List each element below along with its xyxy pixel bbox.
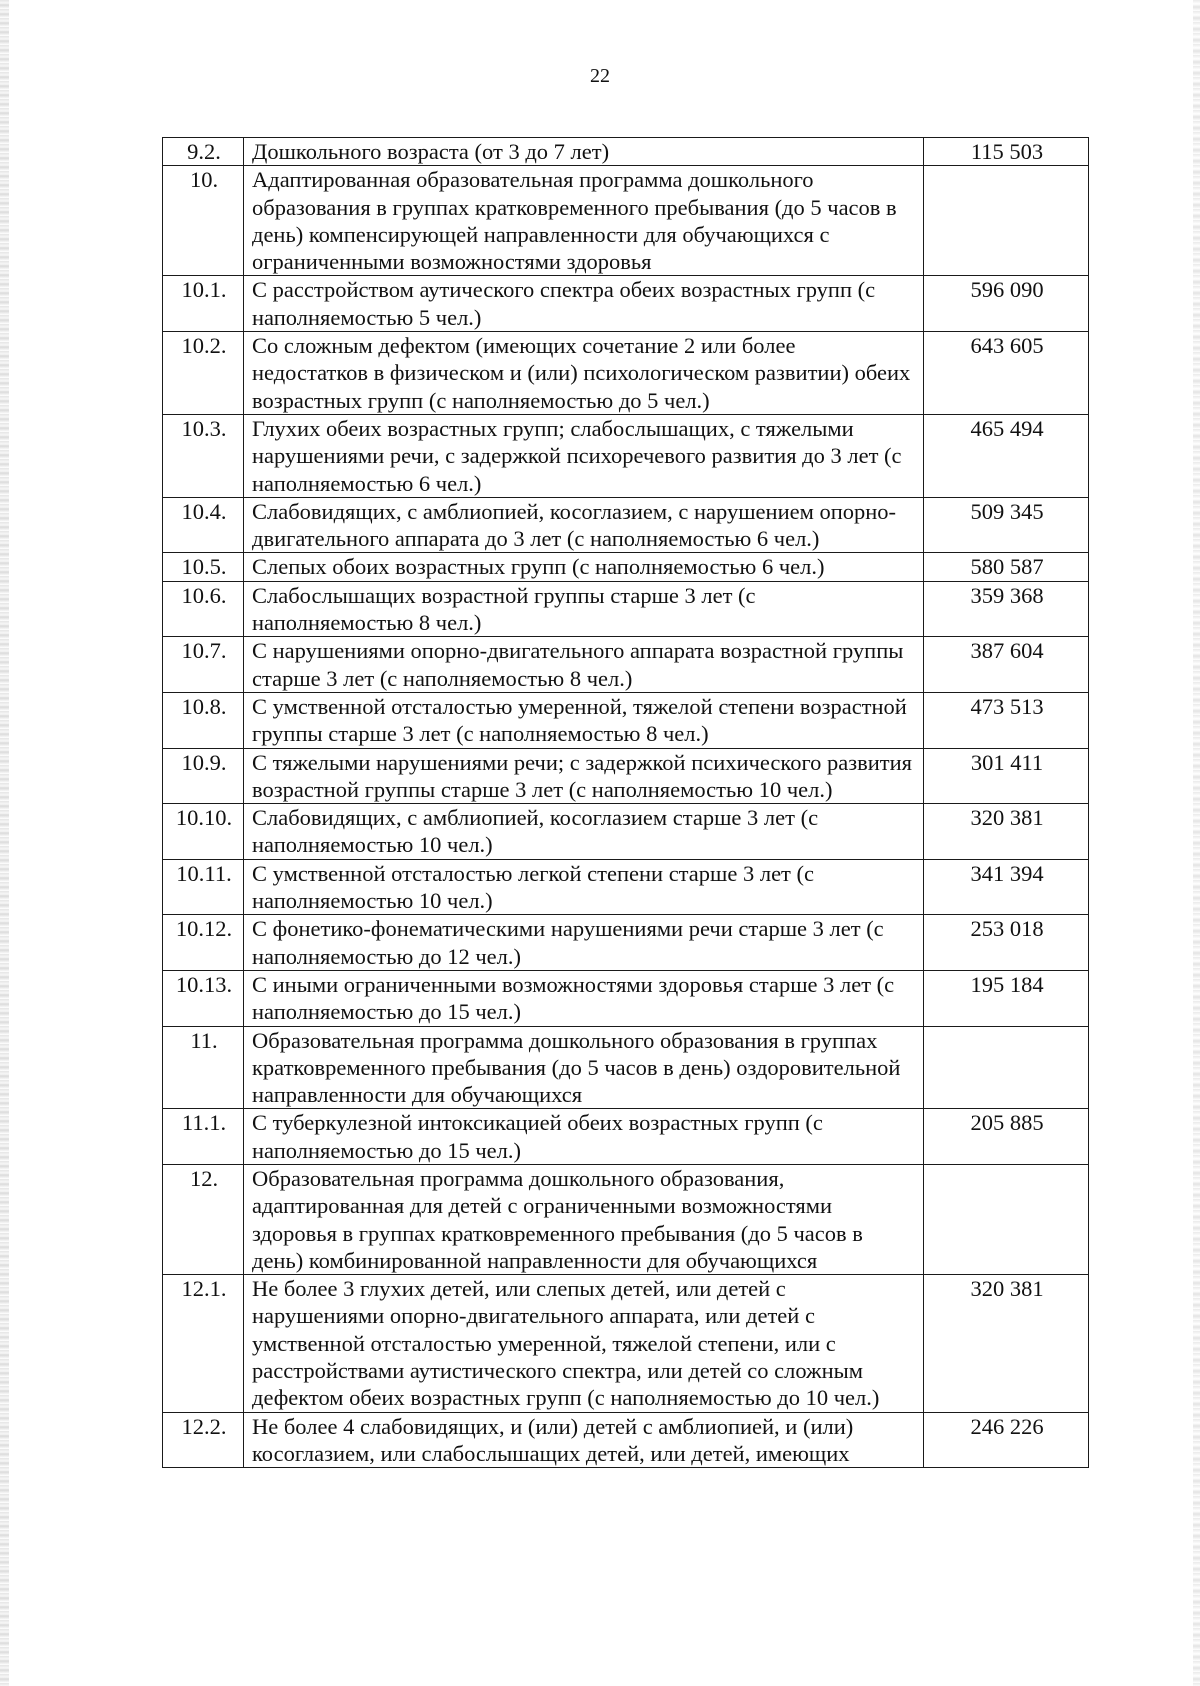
row-description: Слепых обоих возрастных групп (с наполняемостью 6 чел.)	[244, 553, 924, 581]
table-row	[163, 637, 1089, 693]
row-description: С умственной отсталостью легкой степени старше 3 лет (с наполняемостью 10 чел.)	[244, 859, 924, 915]
row-amount: 473 513	[924, 692, 1089, 748]
row-amount	[924, 1164, 1089, 1274]
row-amount: 115 503	[924, 138, 1089, 166]
row-number: 10.7.	[163, 637, 244, 693]
row-number: 10.	[163, 166, 244, 276]
table-row	[163, 581, 1089, 637]
row-number: 10.10.	[163, 804, 244, 860]
table-row	[163, 1164, 1089, 1274]
row-amount	[924, 166, 1089, 276]
row-amount: 246 226	[924, 1412, 1089, 1468]
row-description: Не более 4 слабовидящих, и (или) детей с амблиопией, и (или) косоглазием, или слабослышащих детей, или детей, имеющих	[244, 1412, 924, 1468]
table-row	[163, 859, 1089, 915]
table-row	[163, 553, 1089, 581]
row-number: 10.9.	[163, 748, 244, 804]
row-amount: 320 381	[924, 804, 1089, 860]
row-description: С тяжелыми нарушениями речи; с задержкой психического развития возрастной группы старше 3 лет (с наполняемостью 10 чел.)	[244, 748, 924, 804]
row-number: 10.1.	[163, 276, 244, 332]
row-number: 10.5.	[163, 553, 244, 581]
row-number: 10.3.	[163, 414, 244, 497]
row-description: С умственной отсталостью умеренной, тяжелой степени возрастной группы старше 3 лет (с наполняемостью 8 чел.)	[244, 692, 924, 748]
row-number: 10.11.	[163, 859, 244, 915]
row-number: 10.2.	[163, 332, 244, 415]
table-row	[163, 166, 1089, 276]
row-number: 11.	[163, 1026, 244, 1109]
row-number: 11.1.	[163, 1109, 244, 1165]
row-description: С нарушениями опорно-двигательного аппарата возрастной группы старше 3 лет (с наполняемостью 8 чел.)	[244, 637, 924, 693]
table-row	[163, 276, 1089, 332]
row-number: 9.2.	[163, 138, 244, 166]
scan-edge-left	[0, 0, 9, 1686]
row-description: Образовательная программа дошкольного образования, адаптированная для детей с ограниченными возможностями здоровья в группах кратковременного пребывания (до 5 часов в день) комбинированной направленности для обучающихся	[244, 1164, 924, 1274]
row-amount: 509 345	[924, 497, 1089, 553]
row-description: Слабовидящих, с амблиопией, косоглазием, с нарушением опорно-двигательного аппарата до 3 лет (с наполняемостью 6 чел.)	[244, 497, 924, 553]
row-number: 12.	[163, 1164, 244, 1274]
row-amount: 341 394	[924, 859, 1089, 915]
row-amount: 387 604	[924, 637, 1089, 693]
table-row	[163, 915, 1089, 971]
row-description: Со сложным дефектом (имеющих сочетание 2 или более недостатков в физическом и (или) психологическом развитии) обеих возрастных групп (с наполняемостью до 5 чел.)	[244, 332, 924, 415]
table-row	[163, 414, 1089, 497]
row-number: 10.8.	[163, 692, 244, 748]
row-amount: 580 587	[924, 553, 1089, 581]
row-amount: 195 184	[924, 970, 1089, 1026]
page-number: 22	[590, 65, 610, 87]
row-description: С фонетико-фонематическими нарушениями речи старше 3 лет (с наполняемостью до 12 чел.)	[244, 915, 924, 971]
row-number: 10.4.	[163, 497, 244, 553]
row-description: С туберкулезной интоксикацией обеих возрастных групп (с наполняемостью до 15 чел.)	[244, 1109, 924, 1165]
row-description: С иными ограниченными возможностями здоровья старше 3 лет (с наполняемостью до 15 чел.)	[244, 970, 924, 1026]
row-description: Слабовидящих, с амблиопией, косоглазием старше 3 лет (с наполняемостью 10 чел.)	[244, 804, 924, 860]
scan-edge-right	[1193, 0, 1200, 1686]
row-number: 12.2.	[163, 1412, 244, 1468]
table-body	[163, 138, 1089, 1468]
row-amount: 301 411	[924, 748, 1089, 804]
row-description: С расстройством аутического спектра обеих возрастных групп (с наполняемостью 5 чел.)	[244, 276, 924, 332]
table-row	[163, 748, 1089, 804]
row-amount: 320 381	[924, 1275, 1089, 1412]
row-description: Образовательная программа дошкольного образования в группах кратковременного пребывания (до 5 часов в день) оздоровительной направленности для обучающихся	[244, 1026, 924, 1109]
row-description: Слабослышащих возрастной группы старше 3 лет (с наполняемостью 8 чел.)	[244, 581, 924, 637]
table-row	[163, 1412, 1089, 1468]
table-row	[163, 138, 1089, 166]
row-description: Дошкольного возраста (от 3 до 7 лет)	[244, 138, 924, 166]
row-number: 10.6.	[163, 581, 244, 637]
row-amount: 465 494	[924, 414, 1089, 497]
row-amount: 596 090	[924, 276, 1089, 332]
row-amount: 643 605	[924, 332, 1089, 415]
table-row	[163, 1026, 1089, 1109]
table-row	[163, 497, 1089, 553]
row-description: Глухих обеих возрастных групп; слабослышащих, с тяжелыми нарушениями речи, с задержкой психоречевого развития до 3 лет (с наполняемостью 6 чел.)	[244, 414, 924, 497]
table-row	[163, 692, 1089, 748]
row-amount: 359 368	[924, 581, 1089, 637]
table-row	[163, 970, 1089, 1026]
row-number: 10.13.	[163, 970, 244, 1026]
row-number: 10.12.	[163, 915, 244, 971]
row-amount	[924, 1026, 1089, 1109]
table-row	[163, 1109, 1089, 1165]
row-description: Не более 3 глухих детей, или слепых детей, или детей с нарушениями опорно-двигательного аппарата, или детей с умственной отсталостью умеренной, тяжелой степени, или с расстройствами аутистического спектра, или детей со сложным дефектом обеих возрастных групп (с наполняемостью до 10 чел.)	[244, 1275, 924, 1412]
row-amount: 205 885	[924, 1109, 1089, 1165]
row-amount: 253 018	[924, 915, 1089, 971]
row-description: Адаптированная образовательная программа дошкольного образования в группах кратковременного пребывания (до 5 часов в день) компенсирующей направленности для обучающихся с ограниченными возможностями здоровья	[244, 166, 924, 276]
tariff-table	[162, 137, 1089, 1468]
table-row	[163, 332, 1089, 415]
table-row	[163, 1275, 1089, 1412]
row-number: 12.1.	[163, 1275, 244, 1412]
table-row	[163, 804, 1089, 860]
